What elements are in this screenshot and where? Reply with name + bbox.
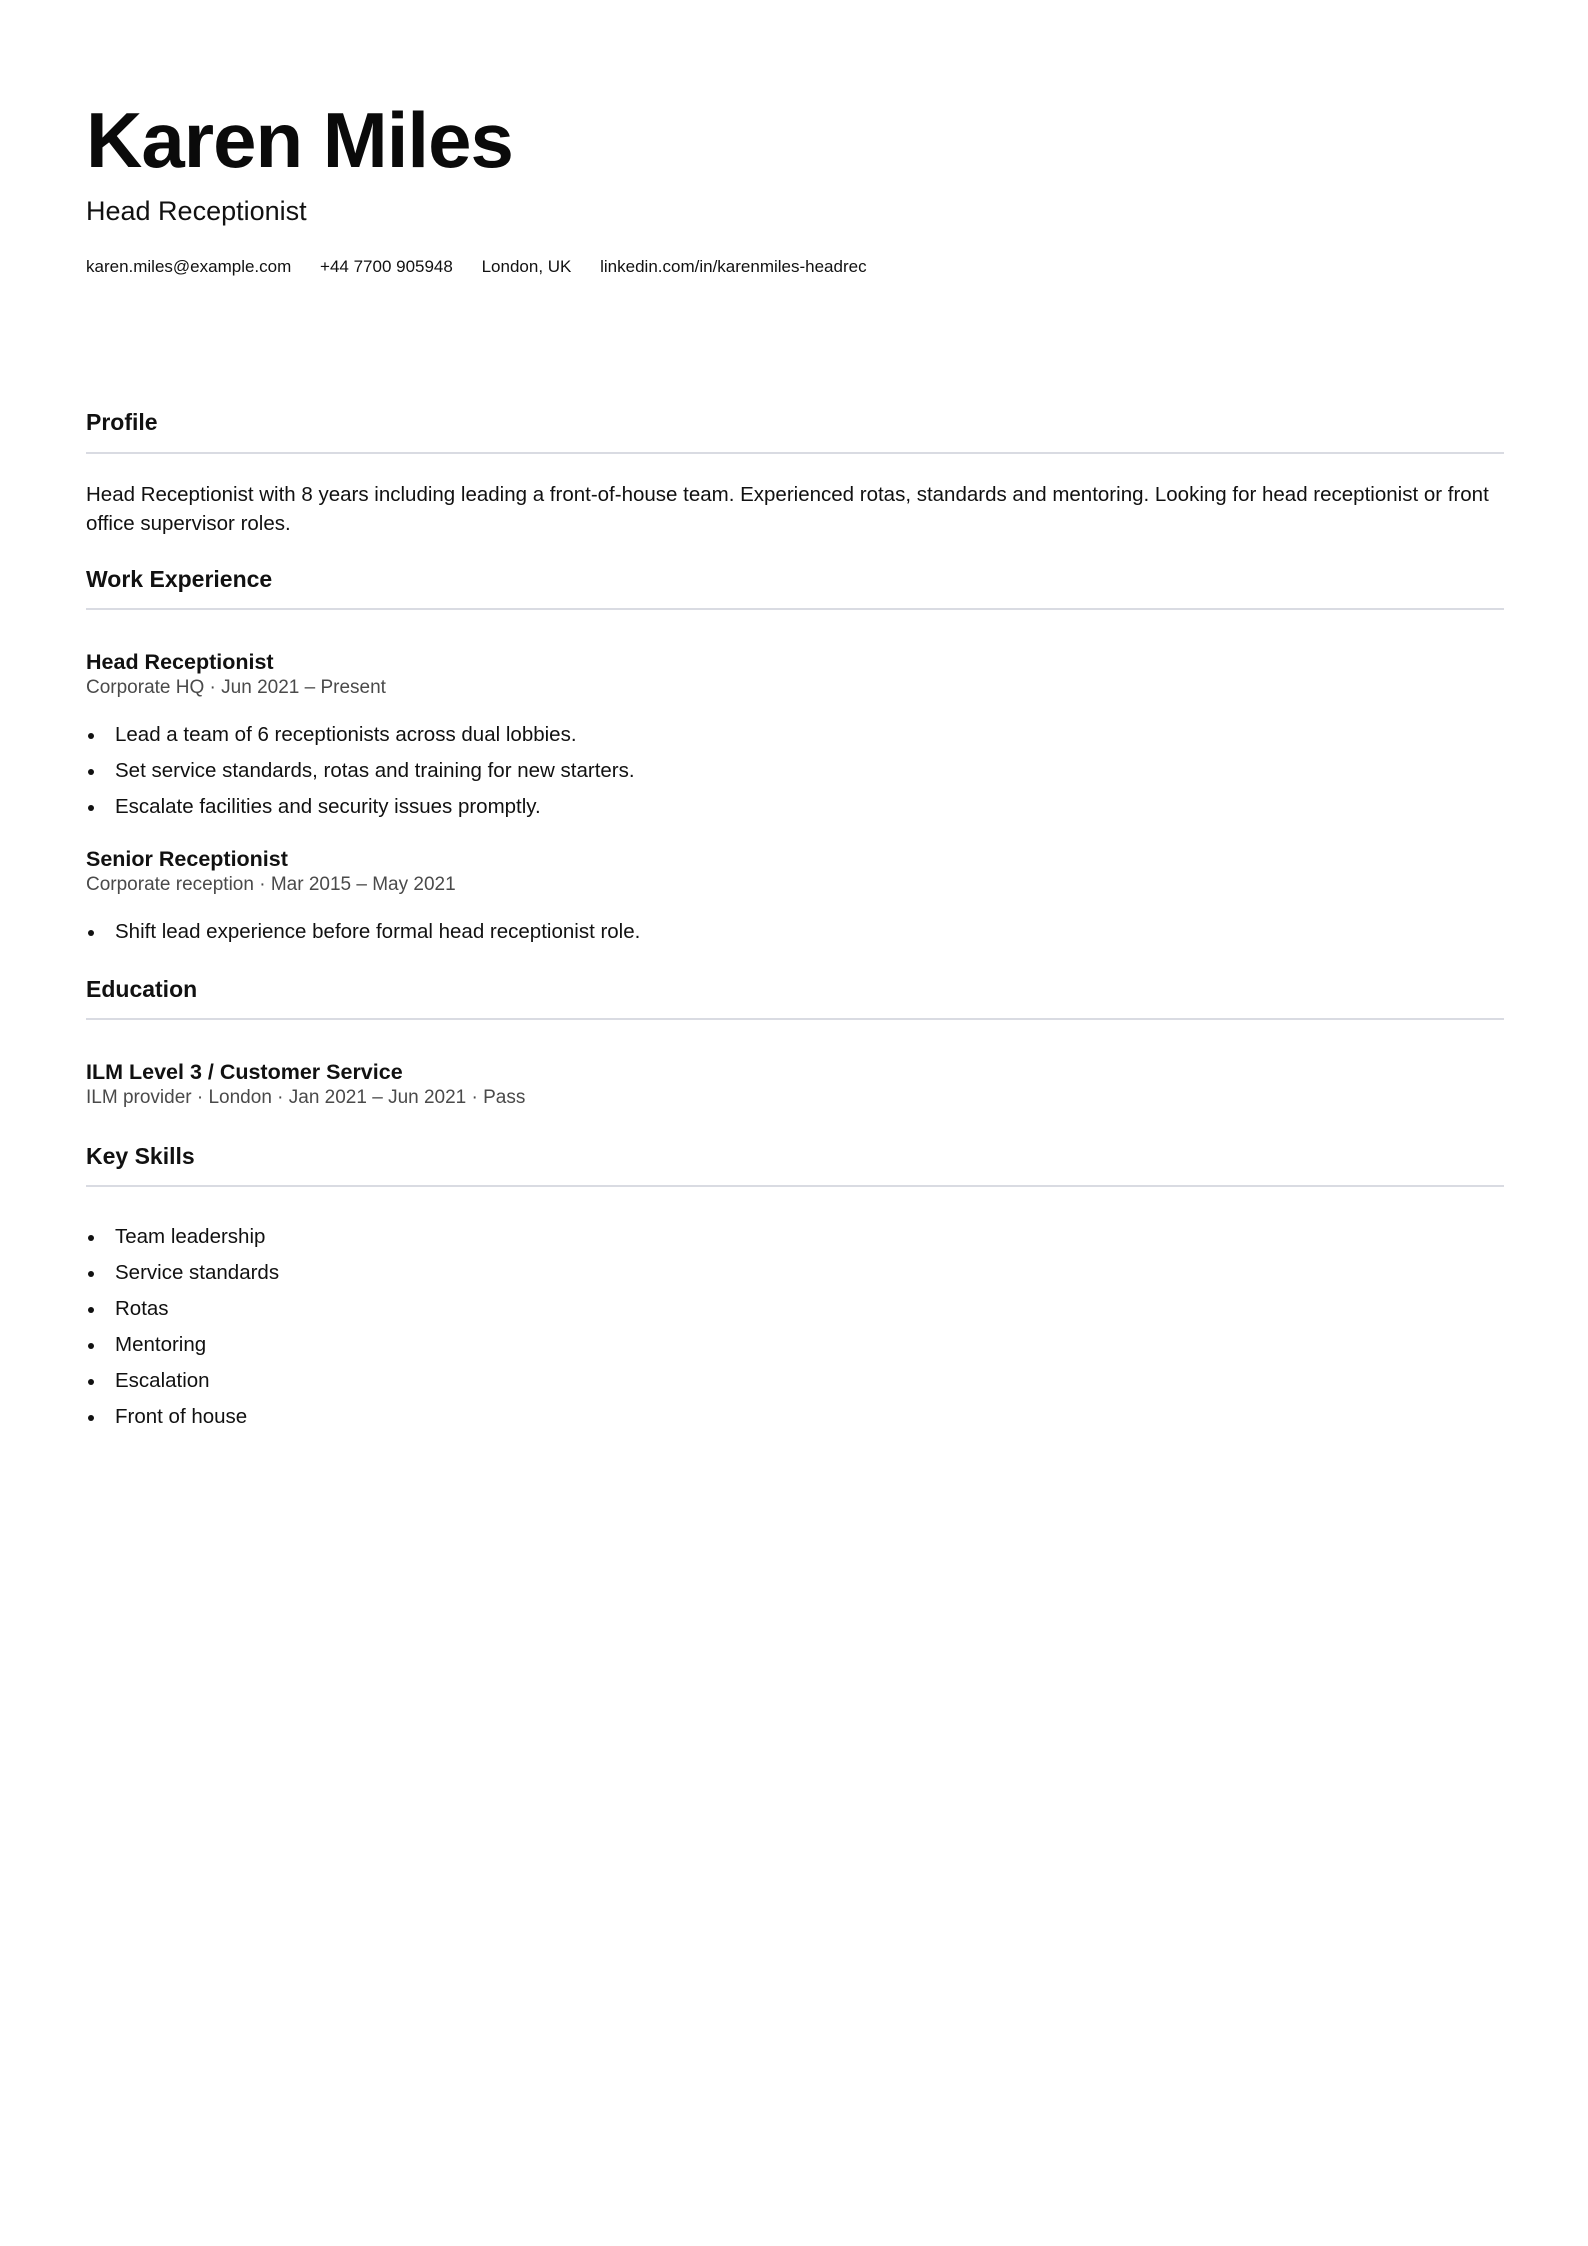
skill-item: Mentoring bbox=[86, 1327, 279, 1363]
section-divider bbox=[86, 452, 1504, 454]
skill-item: Service standards bbox=[86, 1255, 279, 1291]
contact-email: karen.miles@example.com bbox=[86, 257, 292, 276]
candidate-headline: Head Receptionist bbox=[86, 196, 307, 226]
skills-list bbox=[86, 1219, 279, 1435]
list-item: Lead a team of 6 receptionists across dual lobbies. bbox=[86, 717, 635, 753]
section-divider bbox=[86, 1018, 1504, 1020]
skill-item: Escalation bbox=[86, 1363, 279, 1399]
job-meta: Corporate HQ · Jun 2021 – Present bbox=[86, 677, 386, 698]
job-title: Senior Receptionist bbox=[86, 847, 288, 871]
profile-summary: Head Receptionist with 8 years including leading a front-of-house team. Experienced rotas, standards and mentoring. Looking for head receptionist or front office supervisor roles. bbox=[86, 483, 1489, 535]
education-title: ILM Level 3 / Customer Service bbox=[86, 1060, 403, 1084]
section-divider bbox=[86, 1185, 1504, 1187]
education-meta: ILM provider · London · Jan 2021 – Jun 2021 · Pass bbox=[86, 1087, 526, 1108]
list-item: Escalate facilities and security issues promptly. bbox=[86, 789, 635, 825]
contact-location: London, UK bbox=[481, 257, 572, 276]
job-meta: Corporate reception · Mar 2015 – May 2021 bbox=[86, 874, 456, 895]
skill-item: Front of house bbox=[86, 1399, 279, 1435]
skill-item: Rotas bbox=[86, 1291, 279, 1327]
list-item: Set service standards, rotas and training for new starters. bbox=[86, 753, 635, 789]
section-title-skills: Key Skills bbox=[86, 1143, 195, 1169]
job-bullets bbox=[86, 717, 635, 825]
contact-linkedin: linkedin.com/in/karenmiles-headrec bbox=[600, 257, 867, 276]
section-title-experience: Work Experience bbox=[86, 566, 273, 592]
section-divider bbox=[86, 608, 1504, 610]
job-bullets bbox=[86, 914, 640, 950]
section-title-profile: Profile bbox=[86, 409, 158, 435]
section-title-education: Education bbox=[86, 976, 198, 1002]
list-item: Shift lead experience before formal head receptionist role. bbox=[86, 914, 640, 950]
contact-line bbox=[86, 256, 891, 278]
contact-phone: +44 7700 905948 bbox=[320, 257, 453, 276]
skill-item: Team leadership bbox=[86, 1219, 279, 1255]
candidate-name: Karen Miles bbox=[86, 96, 513, 184]
job-title: Head Receptionist bbox=[86, 650, 274, 674]
